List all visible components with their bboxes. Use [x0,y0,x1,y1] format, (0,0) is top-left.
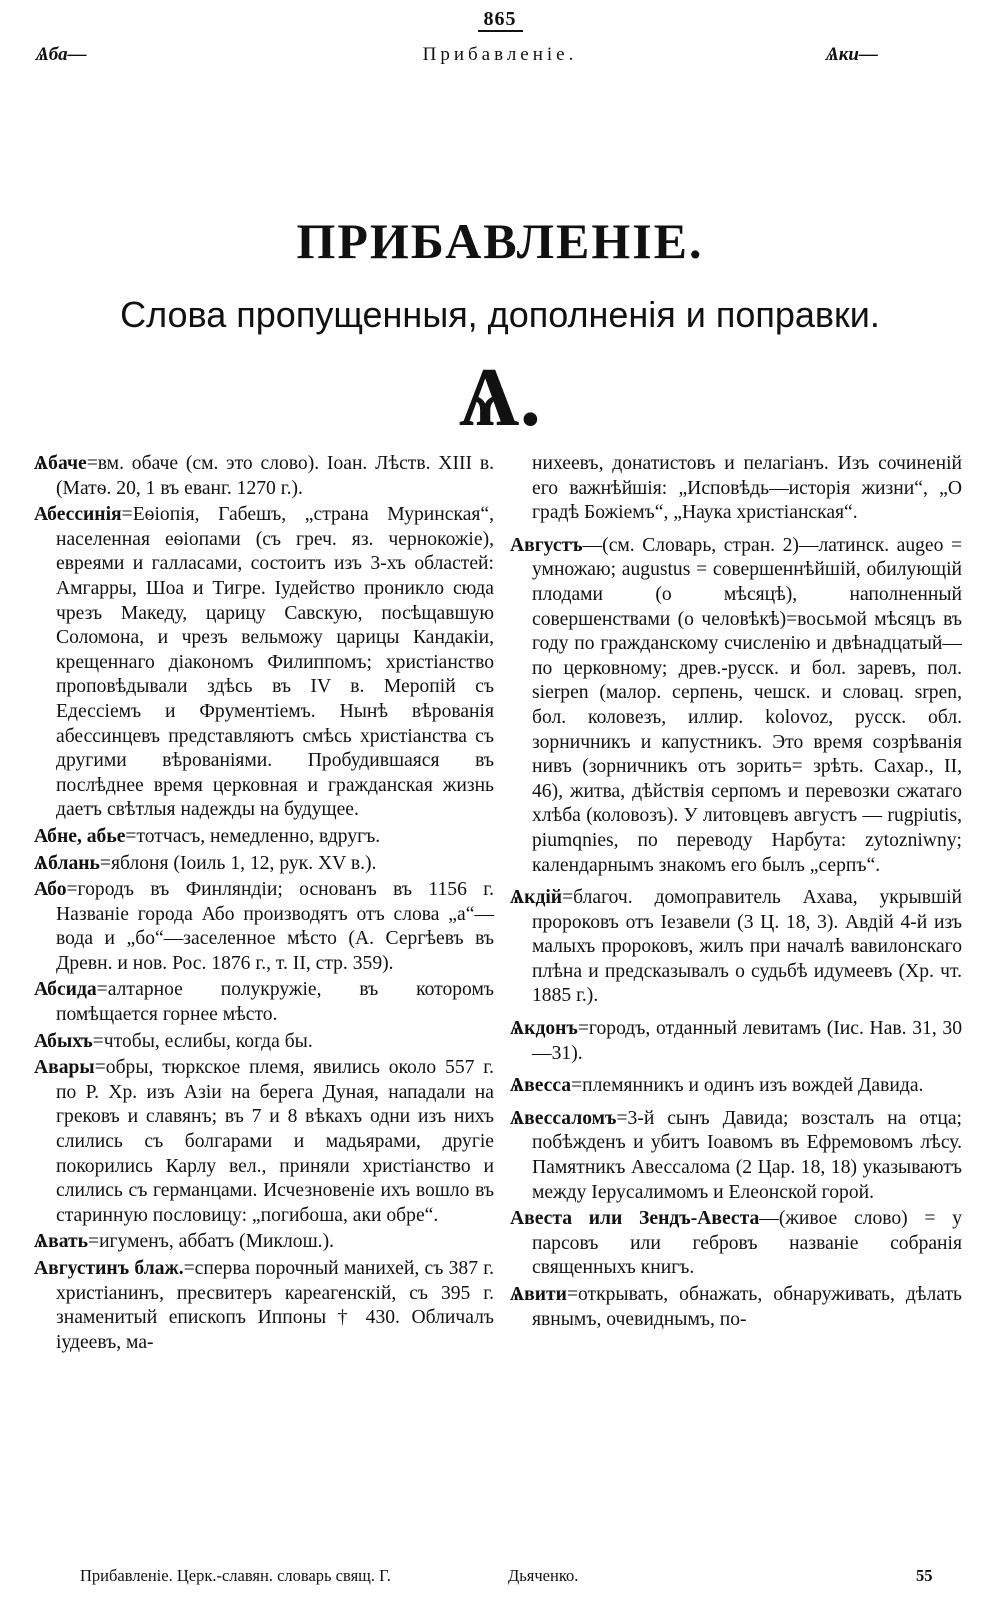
entry-text: =племянникъ и одинъ изъ вождей Давида. [571,1075,924,1097]
footer-signature: 55 [916,1566,933,1585]
dictionary-entry [34,1030,494,1055]
entry-text: =чтобы, еслибы, когда бы. [92,1030,313,1052]
dictionary-entry [34,1257,494,1355]
entry-headword: Абне, абье [34,825,126,847]
entry-headword: Ѧвессаломъ [510,1107,617,1129]
page-number: 865 [0,8,1000,31]
dictionary-entry [34,452,494,501]
left-column [34,452,494,1357]
dictionary-entry [510,1283,962,1332]
dictionary-entry [510,1107,962,1205]
entry-text: =благоч. домоправитель Ахава, укрывшій пророковъ отъ Іезавели (3 Ц. 18, 3). Авдій 4-й изъ малыхъ пророковъ, жилъ при началѣ вавилонскаго плѣна и предсказывалъ о судьбѣ идумеевъ (Хр. чт. 1885 г.). [532,887,962,1007]
entry-text: =3-й сынъ Давида; возсталъ на отца; побѣжденъ и убитъ Іоавомъ въ Ефремовомъ лѣсу. Памятникъ Авессалома (2 Цар. 18, 18) указываютъ между Іерусалимомъ и Елеонской горой. [532,1107,962,1203]
entry-headword: Ѧвити [510,1284,567,1305]
entry-text: =тотчасъ, немедленно, вдругъ. [125,825,381,847]
dictionary-entry [34,825,494,850]
dictionary-entry [34,852,494,877]
entry-headword: Абессинія [34,504,122,526]
entry-text: =городъ въ Финляндіи; основанъ въ 1156 г. Названіе города Або производятъ отъ слова „а“—вода и „бо“—заселенное мѣсто (А. Сергѣевъ въ Древн. и нов. Рос. 1876 г., т. II, стр. 359). [56,879,494,974]
running-head-left: Ѧба— [36,44,87,65]
entry-headword: Або [34,879,67,901]
dictionary-entry [34,978,494,1027]
dictionary-entry [510,886,962,1009]
entry-text: =городъ, отданный левитамъ (Іис. Нав. 31, 30—31). [532,1018,962,1064]
page-subtitle: Слова пропущенныя, дополненія и поправки. [120,294,880,335]
dictionary-entry [34,878,494,976]
entry-headword: Абыхъ [34,1030,93,1052]
dictionary-entry [510,534,962,878]
dictionary-entry [34,1056,494,1228]
dictionary-entry [34,1230,494,1255]
entry-text: —(см. Словарь, стран. 2)—латинск. augeo = умножаю; augustus = совершеннѣйшій, обилующій плодами (о мѣсяцѣ), наполненный совершенствами (о человѣкѣ)=восьмой мѣсяцъ въ году по гражданскому счисленію и двѣнадцатый—по церковному; древ.-русск. и бол. заревъ, пол. sierpen (малор. серпень, чешск. и словац. srpen, бол. коловезъ, иллир. kolovoz, русск. обл. зорничникъ и капустникъ. Это время созрѣванія нивъ (зорничникъ отъ зорить= зрѣть. Сахар., II, 46), житва, дѣйствія серпомъ и перевозки сжатаго хлѣба (коловозъ). У литовцевъ августъ — rugpiutis, piumqnies, по переводу Нарбута: zytozniwny; календарнымъ знакомъ его былъ „серпъ“. [532,534,962,876]
running-head-center: Прибавленіе. [422,44,578,65]
entry-headword: Августъ [510,534,583,556]
entry-text: =игуменъ, аббатъ (Миклош.). [88,1231,334,1253]
dictionary-entry-continuation [510,452,962,526]
entry-headword: Ѧвесса [510,1075,572,1097]
section-letter: Ѧ. [459,351,541,444]
entry-headword: Августинъ блаж. [34,1258,184,1279]
entry-text: —(живое слово) = у парсовъ или гебровъ названіе собранія священныхъ книгъ. [532,1208,962,1279]
entry-text: =обры, тюркское племя, явились около 557 г. по Р. Хр. изъ Азіи на берега Дуная, нападали на грековъ и славянъ; въ 7 и 8 вѣкахъ одни изъ нихъ слились съ болгарами и мадьярами, другіе покорились Карлу вел., приняли христіанство и слились съ германцами. Исчезновеніе ихъ вошло въ старинную пословицу: „погибоша, аки обре“. [56,1057,494,1226]
entry-headword: Авары [34,1057,95,1079]
entry-headword: Ѧблань [34,852,100,874]
right-column [510,452,962,1334]
entry-text: =Еѳіопія, Габешъ, „страна Муринская“, населенная еѳіопами (съ греч. яз. чернокожіе), евреями и галласами, состоитъ изъ 3-хъ областей: Амгарры, Шоа и Тигре. Іудейство проникло сюда чрезъ Македу, царицу Савскую, посѣщавшую Соломона, и чрезъ вельможу царицы Кандакіи, крещеннаго діакономъ Филиппомъ; христіанство проповѣдывали здѣсь въ IV в. Меропій съ Едессіемъ и Фрументіемъ. Нынѣ вѣрованія абессинцевъ представляютъ смѣсь христіанства съ другими вѣрованіями. Пробудившаяся въ послѣднее время церковная и гражданская жизнь даетъ свѣтлыя надежды на будущее. [56,504,494,821]
dictionary-entry [510,1207,962,1281]
entry-headword: Ѧкдій [510,887,563,909]
page-title: ПРИБАВЛЕНІЕ. [296,213,704,269]
entry-text: =алтарное полукружіе, въ которомъ помѣщается горнее мѣсто. [56,979,494,1026]
entry-text: =вм. обаче (см. это слово). Іоан. Лѣств. XIII в. (Матѳ. 20, 1 въ еванг. 1270 г.). [56,453,494,499]
entry-headword: Ѧвать [34,1231,89,1253]
entry-headword: Абсида [34,979,97,1001]
running-head-right: Ѧки— [826,44,878,65]
footer-right: Дьяченко. [508,1566,579,1585]
entry-headword: Авеста или Зендъ-Авеста [510,1208,760,1230]
entry-text: нихеевъ, донатистовъ и пелагіанъ. Изъ сочиненій его важнѣйшія: „Исповѣдь—исторія жизни“, „О градѣ Божіемъ“, „Наука христіанская“. [532,453,962,524]
entry-headword: Ѧбаче [34,453,87,474]
entry-text: =открывать, обнажать, обнаруживать, дѣлать явнымъ, очевиднымъ, по- [532,1284,962,1330]
dictionary-entry [34,503,494,823]
entry-headword: Ѧкдонъ [510,1018,578,1040]
dictionary-entry [510,1074,962,1099]
entry-text: =сперва порочный манихей, съ 387 г. христіанинъ, пресвитеръ кареагенскій, съ 395 г. знаменитый епископъ Иппоны † 430. Обличалъ іудеевъ, ма- [56,1258,494,1353]
footer-left: Прибавленіе. Церк.-славян. словарь свящ. Г. [80,1566,391,1585]
dictionary-entry [510,1017,962,1066]
entry-text: =яблоня (Іоиль 1, 12, рук. XV в.). [99,852,377,874]
